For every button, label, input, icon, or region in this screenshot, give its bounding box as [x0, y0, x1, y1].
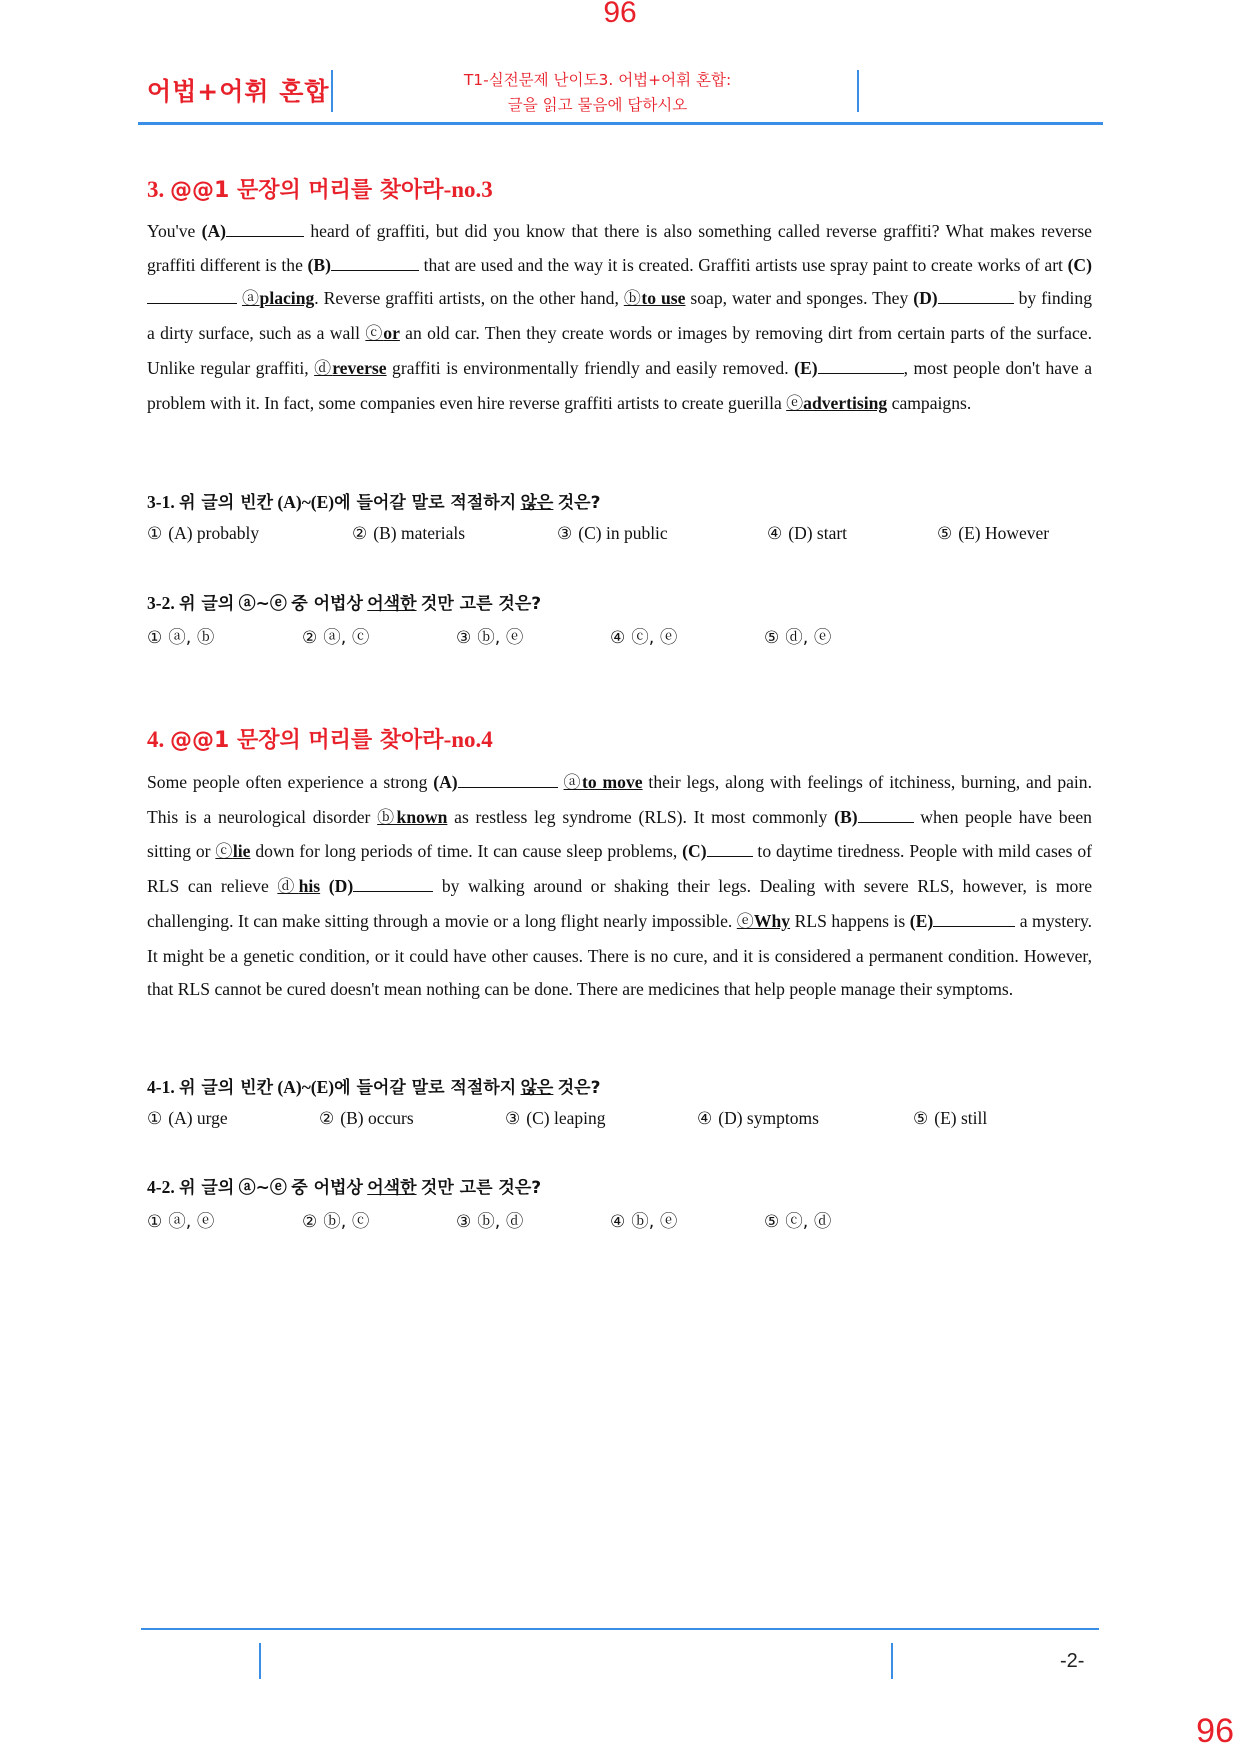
option-3-2-3[interactable]: ③ ⓑ, ⓔ [456, 628, 524, 648]
question-3-1: 3-1. 위 글의 빈칸 (A)~(E)에 들어갈 말로 적절하지 않은 것은? [147, 492, 601, 513]
blank-a [226, 218, 304, 237]
option-4-2-2[interactable]: ② ⓑ, ⓒ [302, 1212, 370, 1232]
marker-d: ⓓhis [277, 876, 321, 898]
blank-e-label: (E) [909, 910, 934, 931]
marker-b: ⓑto use [623, 288, 686, 310]
blank-c-label: (C) [682, 841, 707, 862]
option-3-2-2[interactable]: ② ⓐ, ⓒ [302, 628, 370, 648]
option-3-1-2[interactable]: ② (B) materials [352, 523, 466, 544]
options-4-1 [147, 1108, 1107, 1132]
marker-d: ⓓreverse [314, 357, 387, 379]
option-3-2-1[interactable]: ① ⓐ, ⓑ [147, 628, 215, 648]
blank-c [147, 286, 237, 305]
option-4-2-4[interactable]: ④ ⓑ, ⓔ [610, 1212, 678, 1232]
section-3-title-suffix: -no.3 [443, 177, 493, 202]
option-4-1-5[interactable]: ⑤ (E) still [913, 1108, 988, 1129]
header-rule [138, 122, 1103, 125]
marker-e: ⓔadvertising [786, 392, 888, 414]
marker-a: ⓐplacing [241, 288, 315, 310]
header-instruction [335, 68, 860, 118]
section-3-passage: You've (A) heard of graffiti, but did you know that there is also something called reverse graffiti? What makes reverse graffiti different is the (B) that are used and the way it is created. Graffiti artists use spray paint to create works of art (C) ⓐplacing. Reverse graffiti artists, on the other hand, ⓑto use soap, water and sponges. They (D) by finding a dirty surface, such as a wall ⓒor an old car. Then they create words or images by removing dirt from certain parts of the surface. Unlike regular graffiti, ⓓreverse graffiti is environmentally friendly and easily removed. (E) , most people don't have a problem with it. In fact, some companies even hire reverse graffiti artists to create guerilla ⓔadvertising campaigns. [147, 215, 1092, 421]
blank-b-label: (B) [307, 254, 331, 275]
marker-e: ⓔWhy [736, 910, 791, 932]
blank-a-label: (A) [433, 772, 458, 792]
section-3-title [147, 173, 493, 204]
option-4-1-3[interactable]: ③ (C) leaping [505, 1108, 606, 1129]
blank-d [353, 874, 433, 893]
header-instruction-line1: T1-실전문제 난이도3. 어법+어휘 혼합: [463, 71, 732, 89]
page-number-corner: 96 [1196, 1712, 1234, 1750]
option-3-1-5[interactable]: ⑤ (E) However [937, 523, 1050, 544]
blank-e [818, 355, 904, 374]
option-4-1-1[interactable]: ① (A) urge [147, 1108, 228, 1129]
options-4-2 [147, 1208, 1107, 1232]
section-4-title-suffix: -no.4 [443, 727, 493, 752]
option-4-2-1[interactable]: ① ⓐ, ⓔ [147, 1212, 215, 1232]
question-3-2: 3-2. 위 글의 ⓐ~ⓔ 중 어법상 어색한 것만 고른 것은? [147, 593, 542, 614]
options-3-1 [147, 523, 1107, 547]
option-3-1-1[interactable]: ① (A) probably [147, 523, 260, 544]
footer-divider-left [259, 1643, 261, 1679]
blank-c-label: (C) [1067, 254, 1092, 275]
blank-e [933, 908, 1015, 927]
option-4-2-5[interactable]: ⑤ ⓒ, ⓓ [764, 1212, 832, 1232]
option-3-1-4[interactable]: ④ (D) start [767, 523, 848, 544]
header-divider-left [331, 70, 333, 112]
section-3-title-ko: @@1 문장의 머리를 찾아라 [170, 178, 444, 203]
page-number-top: 96 [603, 0, 637, 29]
blank-a [458, 769, 558, 788]
section-4-title [147, 723, 493, 754]
blank-b [858, 804, 914, 823]
section-4-number: 4. [147, 727, 165, 752]
marker-a: ⓐto move [563, 772, 643, 793]
option-4-1-4[interactable]: ④ (D) symptoms [697, 1108, 819, 1129]
option-3-1-3[interactable]: ③ (C) in public [557, 523, 668, 544]
section-4-passage: Some people often experience a strong (A) ⓐto move their legs, along with feelings of itchiness, burning, and pain. This is a neurological disorder ⓑknown as restless leg syndrome (RLS). It most commonly (B) when people have been sitting or ⓒlie down for long periods of time. It can cause sleep problems, (C) to daytime tiredness. People with mild cases of RLS can relieve ⓓhis (D) by walking around or shaking their legs. Dealing with severe RLS, however, is more challenging. It can make sitting through a movie or a long flight nearly impossible. ⓔWhy RLS happens is (E) a mystery. It might be a genetic condition, or it could have other causes. There is no cure, and it is considered a permanent condition. However, that RLS cannot be cured doesn't mean nothing can be done. There are medicines that help people manage their symptoms. [147, 766, 1092, 1007]
footer-rule [141, 1628, 1099, 1630]
blank-c [707, 839, 753, 858]
question-4-2: 4-2. 위 글의 ⓐ~ⓔ 중 어법상 어색한 것만 고른 것은? [147, 1177, 542, 1198]
blank-e-label: (E) [794, 357, 818, 378]
option-4-2-3[interactable]: ③ ⓑ, ⓓ [456, 1212, 524, 1232]
question-4-1: 4-1. 위 글의 빈칸 (A)~(E)에 들어갈 말로 적절하지 않은 것은? [147, 1077, 601, 1098]
marker-c: ⓒor [365, 323, 400, 345]
option-4-1-2[interactable]: ② (B) occurs [319, 1108, 414, 1129]
blank-b-label: (B) [834, 806, 858, 827]
header-divider-right [857, 70, 859, 112]
blank-d-label: (D) [328, 876, 354, 897]
marker-c: ⓒlie [215, 841, 251, 863]
option-3-2-5[interactable]: ⑤ ⓓ, ⓔ [764, 628, 832, 648]
blank-d [938, 286, 1014, 305]
header-category: 어법+어휘 혼합 [147, 77, 330, 106]
footer-divider-right [891, 1643, 893, 1679]
blank-d-label: (D) [913, 288, 938, 309]
header-instruction-line2: 글을 읽고 물음에 답하시오 [507, 96, 688, 114]
section-4-title-ko: @@1 문장의 머리를 찾아라 [170, 728, 444, 753]
option-3-2-4[interactable]: ④ ⓒ, ⓔ [610, 628, 678, 648]
blank-b [331, 252, 419, 271]
blank-a-label: (A) [201, 221, 227, 241]
marker-b: ⓑknown [377, 806, 448, 828]
section-3-number: 3. [147, 177, 165, 202]
footer-page-number: -2- [1060, 1650, 1085, 1672]
options-3-2 [147, 624, 1107, 648]
